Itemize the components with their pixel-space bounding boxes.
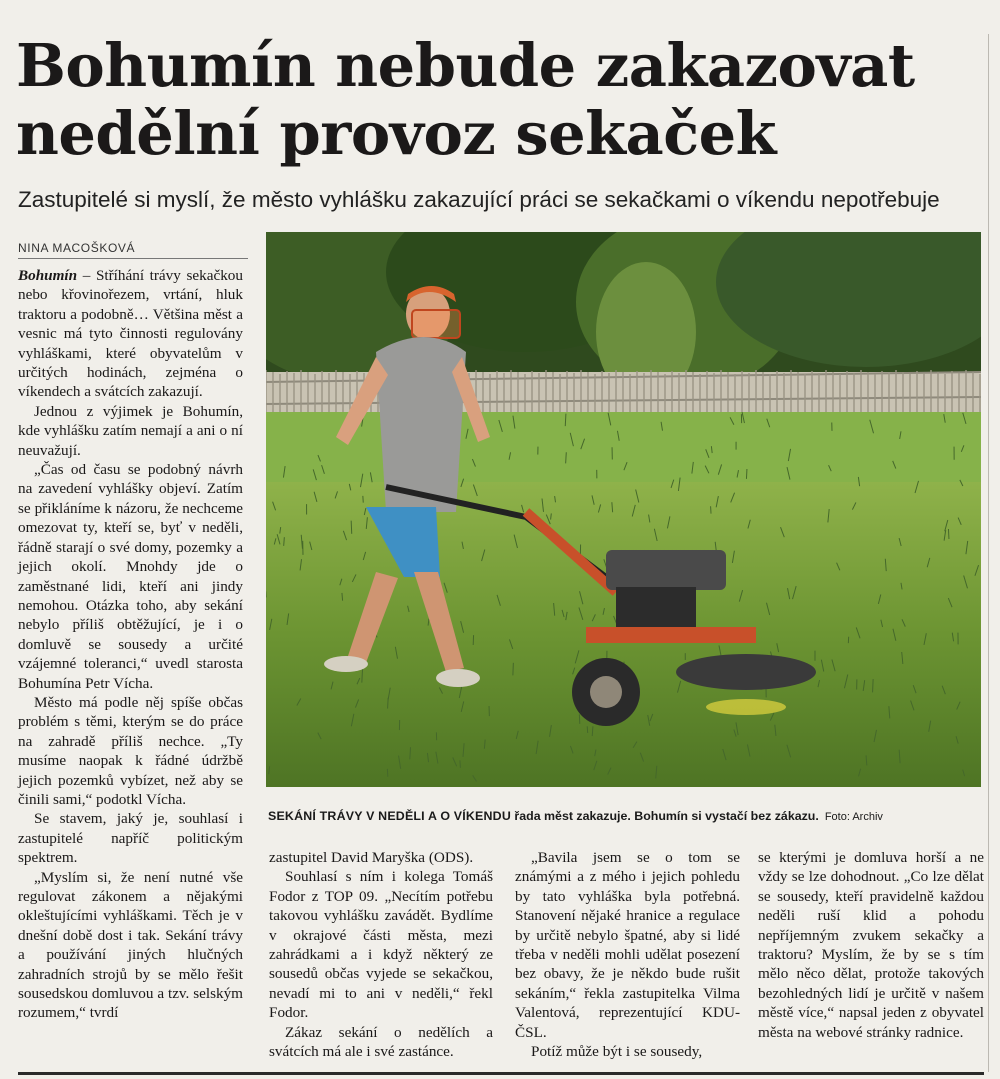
photo-illustration: [266, 232, 981, 787]
paragraph: zastupitel David Maryška (ODS).: [269, 849, 474, 866]
paragraph: se kterými je domluva horší a ne vždy se lze dohodnout. „Co lze dělat se sousedy, kteří pravidelně každou neděli ruší klid a pohodu nepříjemným zvukem sekačky a traktoru? Myslím, že by se s tím mělo něco dělat, protože takových bezohledných lidí je určitě v našem městě více,“ napsal jeden z obyvatel města na webové stránky radnice.: [758, 849, 984, 1041]
paragraph-text: – Stříhání trávy sekačkou nebo křovinořezem, vrtání, hluk traktoru a podobně… Většina měst a vesnic má tyto činnosti regulovány vyhláškami, které obyvatelům v určitých hodinách, zejména o víkendech a svátcích zakazují.: [18, 267, 243, 401]
caption-text: řada měst zakazuje. Bohumín si vystačí bez zákazu.: [510, 809, 819, 823]
paragraph: „Myslím si, že není nutné vše regulovat zákonem a nějakými okleštujícími vyhláškami. Těch je v dnešní době dost i tak. Sekání trávy a používání jiných hlučných zahradních strojů by se mělo řešit sousedskou domluvou a tzv. selským rozumem,“ tvrdí: [18, 868, 243, 1022]
article-column-3: [515, 848, 740, 1068]
bottom-rule: [18, 1072, 984, 1075]
article-column-4: [758, 848, 984, 1068]
headline-line-2: nedělní provoz sekaček: [16, 99, 777, 168]
photo-man-mowing-grass: [266, 232, 981, 787]
paragraph: „Bavila jsem se o tom se známými a z mého i jejich pohledu by tato vyhláška byla potřebná. Stanovení nějaké hranice a regulace by určitě nebylo špatné, aby si lidé třeba v neděli mohli udělat posezení bez obavy, že je někdo bude rušit sekáním,“ řekla zastupitelka Vilma Valentová, reprezentující KDU-ČSL.: [515, 849, 740, 1041]
column-divider: [988, 34, 989, 1072]
headline-line-1: Bohumín nebude zakazovat: [16, 31, 915, 100]
headline: [16, 32, 986, 168]
paragraph: [18, 266, 243, 402]
paragraph: Zákaz sekání o nedělích a svátcích má ale i své zastánce.: [269, 1023, 493, 1061]
paragraph: Potíž může být i se sousedy,: [531, 1043, 703, 1061]
paragraph: Jednou z výjimek je Bohumín, kde vyhlášku zatím nemají a ani o ní neuvažují.: [18, 402, 243, 459]
paragraph: Se stavem, jaký je, souhlasí i zastupitelé napříč politickým spektrem.: [18, 810, 243, 867]
paragraph: „Čas od času se podobný návrh na zavedení vyhlášky objeví. Zatím se přikláníme k názoru, že nechceme omezovat ty, kteří se, byť v neděli, řádně starají o své domy, pozemky a jejich okolí. Mnohdy jde o zaměstnané lidi, kteří ani jindy nemohou. Otázka toho, aby sekání nebylo příliš obtěžující, je i o domluvě se sousedy a určité vzájemné toleranci,“ uvedl starosta Bohumína Petr Vícha.: [18, 461, 243, 692]
subtitle: Zastupitelé si myslí, že město vyhlášku zakazující práci se sekačkami o víkendu nepotřebuje: [18, 187, 940, 212]
paragraph: Město má podle něj spíše občas problém s těmi, kterým se do práce na zahradě příliš nechce. „Ty musíme naopak k řádné údržbě jejich pozemků vybízet, než aby se činili sami,“ podotkl Vícha.: [18, 693, 243, 808]
paragraph: Souhlasí s ním i kolega Tomáš Fodor z TOP 09. „Necítím potřebu takovou vyhlášku zavádět. Bydlíme v okrajové části města, mezi zahrádkami a i když některý ze sousedů občas vyjede se sekačkou, nevadí mi to ani v neděli,“ řekl Fodor.: [269, 868, 493, 1022]
byline: NINA MACOŠKOVÁ: [18, 241, 248, 259]
dateline: Bohumín: [18, 267, 78, 284]
article-column-1: [18, 266, 243, 1066]
article-column-2: [269, 848, 493, 1068]
caption-lead: SEKÁNÍ TRÁVY V NEDĚLI A O VÍKENDU: [268, 809, 511, 823]
photo-credit: Foto: Archiv: [824, 811, 883, 823]
photo-caption: [268, 808, 983, 825]
